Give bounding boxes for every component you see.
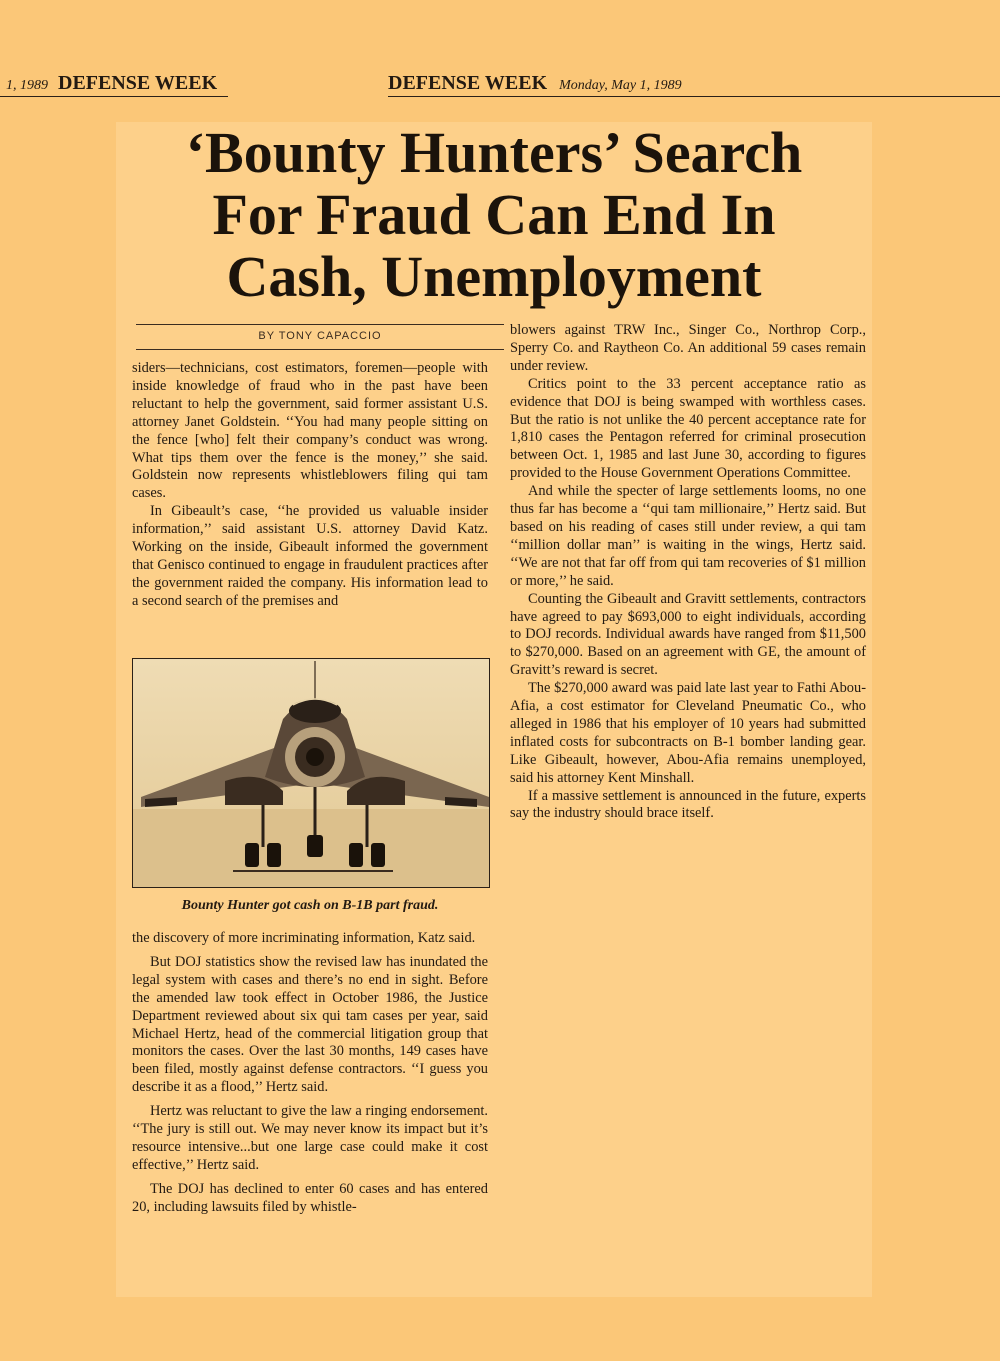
photo-caption: Bounty Hunter got cash on B-1B part fraud. (181, 898, 439, 913)
paragraph: If a massive settlement is announced in the future, experts say the industry should brace itself. (510, 787, 866, 822)
column-2 (510, 322, 866, 823)
masthead-left-date: 1, 1989 (6, 78, 48, 93)
byline: BY TONY CAPACCIO (258, 330, 382, 342)
masthead-right (388, 72, 1000, 97)
paragraph: The $270,000 award was paid late last year to Fathi Abou-Afia, a cost estimator for Cleveland Pneumatic Co., who alleged in 1986 that his employer of 10 years had submitted inflated costs for subcontracts on B-1 bomber landing gear. Like Gibeault, however, Abou-Afia remains unemployed, said his attorney Kent Minshall. (510, 680, 866, 786)
column-1-bottom (132, 930, 488, 1217)
column-1-top (132, 360, 488, 611)
article-headline (116, 122, 872, 308)
paragraph: Hertz was reluctant to give the law a ringing endorsement. ‘‘The jury is still out. We may never know its impact but it’s resource intensive...but one large case could make it cost effective,’’ Hertz said. (132, 1103, 488, 1173)
masthead-left-publication: DEFENSE WEEK (58, 72, 218, 94)
paragraph: The DOJ has declined to enter 60 cases and has entered 20, including lawsuits filed by whistle- (132, 1180, 488, 1215)
b1b-bomber-illustration (133, 659, 489, 887)
paragraph: siders—technicians, cost estimators, foremen—people with inside knowledge of fraud who in the past have been reluctant to help the government, said former assistant U.S. attorney Janet Goldstein. ‘‘You had many people sitting on the fence [who] felt their company’s conduct was wrong. What tips them over the fence is the money,’’ she said. Goldstein now represents whistleblowers filing qui tam cases. (132, 360, 488, 502)
article-clipping (116, 122, 872, 1297)
paragraph: But DOJ statistics show the revised law has inundated the legal system with cases and there’s no end in sight. Before the amended law took effect in October 1986, the Justice Department reviewed about six qui tam cases per year, said Michael Hertz, head of the commercial litigation group that monitors the cases. Over the last 30 months, 149 cases have been filed, mostly against defense contractors. ‘‘I guess you describe it as a flood,’’ Hertz said. (132, 953, 488, 1096)
masthead-right-publication: DEFENSE WEEK (388, 72, 548, 94)
byline-rule (136, 324, 504, 350)
paragraph: In Gibeault’s case, ‘‘he provided us valuable insider information,’’ said assistant U.S. attorney David Katz. Working on the inside, Gibeault informed the government that Genisco continued to engage in fraudulent practices after the government raided the company. His information lead to a second search of the premises and (132, 503, 488, 609)
headline-line: For Fraud Can End In (212, 182, 776, 247)
paragraph: Critics point to the 33 percent acceptance ratio as evidence that DOJ is being swamped with worthless cases. But the ratio is not unlike the 40 percent acceptance rate for 1,810 cases the Pentagon referred for criminal prosecution between Oct. 1, 1985 and last June 30, according to figures provided to the House Government Operations Committee. (510, 375, 866, 482)
paragraph: the discovery of more incriminating information, Katz said. (132, 930, 476, 946)
b1b-bomber-photo (132, 658, 490, 888)
masthead-left (0, 72, 228, 97)
masthead-right-date: Monday, May 1, 1989 (559, 78, 682, 93)
paragraph: Counting the Gibeault and Gravitt settlements, contractors have agreed to pay $693,000 to eight individuals, according to DOJ records. Individual awards have ranged from $11,500 to $270,000. Based on an agreement with GE, the amount of Gravitt’s reward is secret. (510, 590, 866, 679)
paragraph: And while the specter of large settlements looms, no one thus far has become a ‘‘qui tam millionaire,’’ Hertz said. But based on his reading of cases still under review, a qui tam ‘‘million dollar man’’ is waiting in the wings, Hertz said. ‘‘We are not that far off from qui tam recoveries of $1 million or more,’’ he said. (510, 483, 866, 589)
headline-line: ‘Bounty Hunters’ Search (185, 120, 803, 185)
paragraph: blowers against TRW Inc., Singer Co., Northrop Corp., Sperry Co. and Raytheon Co. An additional 59 cases remain under review. (510, 322, 866, 374)
headline-line: Cash, Unemployment (226, 244, 762, 309)
